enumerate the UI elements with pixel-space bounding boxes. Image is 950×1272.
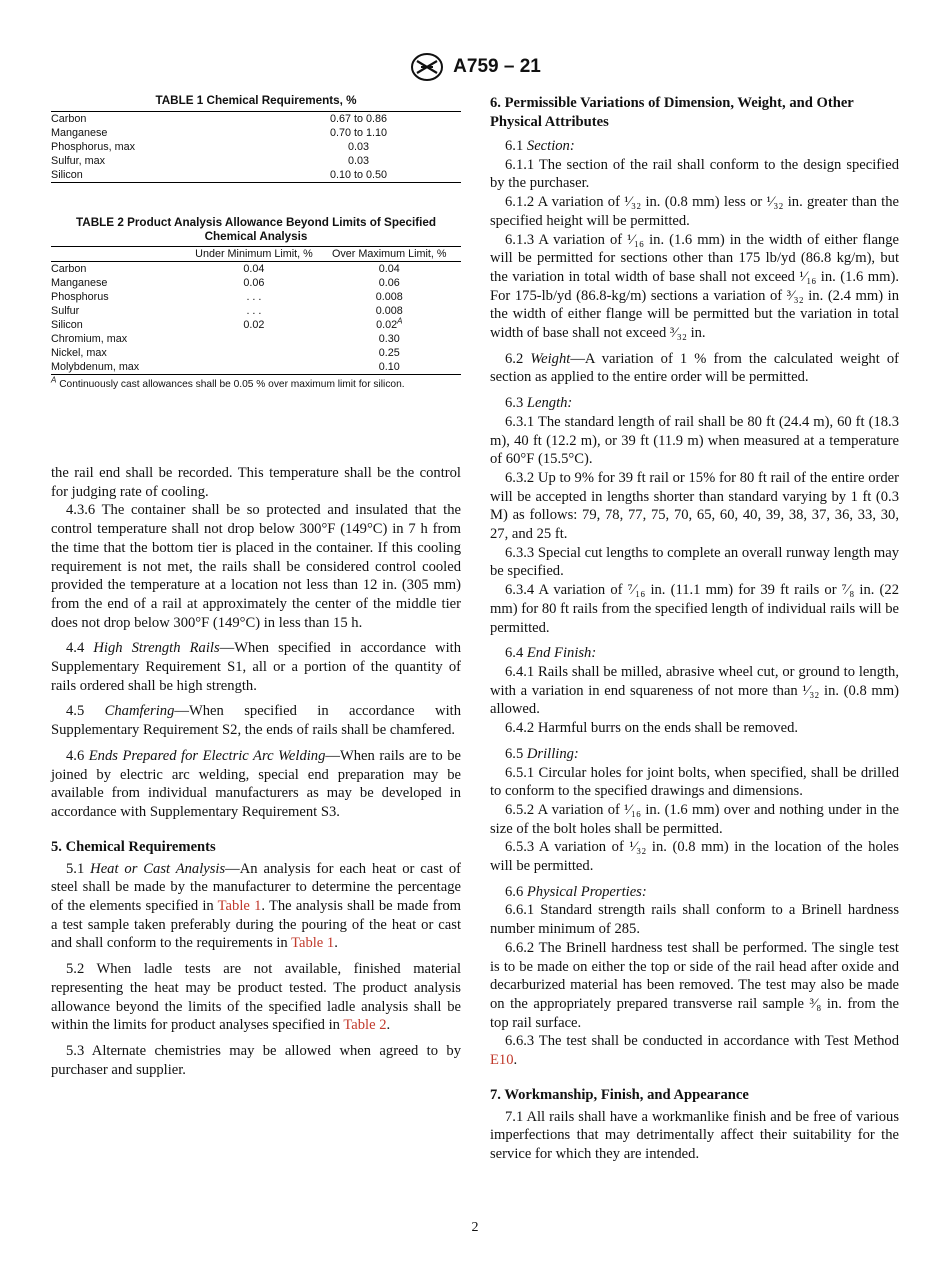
paragraph-6-6: 6.6 Physical Properties: bbox=[505, 883, 647, 900]
paragraph-6-1-1: 6.1.1 The section of the rail shall conform to the design specified by the purchaser. bbox=[490, 156, 899, 192]
table-row: Silicon 0.02 $0.02^A$ bbox=[51, 316, 403, 331]
table-row: Sulfur . . . 0.008 bbox=[51, 305, 403, 317]
astm-logo-icon bbox=[409, 52, 445, 82]
paragraph-6-5: 6.5 Drilling: bbox=[505, 745, 579, 762]
left-body-text bbox=[51, 464, 461, 1079]
paragraph-5-3: 5.3 Alternate chemistries may be allowed when agreed to by purchaser and supplier. bbox=[51, 1042, 461, 1078]
paragraph: the rail end shall be recorded. This temperature shall be the control for judging rate of cooling. bbox=[51, 465, 461, 500]
paragraph-6-6-2: 6.6.2 The Brinell hardness test shall be performed. The single test is to be made on either the top or side of the rail head after oxide and decarburized material has been removed. The test may also be made on the appropriately prepared transverse rail sample ³⁄₈ in. from the top rail surface. bbox=[490, 939, 899, 1031]
paragraph-4-3-6: 4.3.6 The container shall be so protected and insulated that the control temperature shall not drop below 300°F (149°C) in 7 h from the time that the bottom tier is placed in the container. If this cooling requirement is not met, the rails shall be considered control cooled provided the temperature at a location not less than 12 in. (305 mm) from the end of a rail at approximately the center of the middle tier does not drop below 300°F (149°C) in less than 15 h. bbox=[51, 502, 461, 631]
left-column bbox=[51, 94, 461, 1079]
paragraph-6-5-1: 6.5.1 Circular holes for joint bolts, when specified, shall be drilled to conform to the specified drawings and dimensions. bbox=[490, 764, 899, 800]
paragraph-6-4-1: 6.4.1 Rails shall be milled, abrasive wheel cut, or ground to length, with a variation in end squareness of not more than ¹⁄₃₂ in. (0.8 mm) allowed. bbox=[490, 663, 899, 718]
table-2 bbox=[51, 216, 461, 391]
table-2-footnote: $^A$ Continuously cast allowances shall be 0.05 % over maximum limit for silicon. bbox=[51, 375, 405, 390]
table-2-title: TABLE 2 Product Analysis Allowance Beyond Limits of Specified Chemical Analysis bbox=[76, 216, 436, 243]
table-row: Carbon 0.04 0.04 bbox=[51, 263, 400, 275]
paragraph-6-4-2: 6.4.2 Harmful burrs on the ends shall be removed. bbox=[505, 720, 799, 737]
table-row: Phosphorus . . . 0.008 bbox=[51, 291, 403, 303]
right-column bbox=[490, 94, 899, 1164]
paragraph-6-3-3: 6.3.3 Special cut lengths to complete an overall runway length may be specified. bbox=[490, 544, 899, 580]
table-1-link[interactable]: Table 1 bbox=[217, 898, 262, 915]
paragraph-6-1-2: 6.1.2 A variation of ¹⁄₃₂ in. (0.8 mm) less or ¹⁄₃₂ in. greater than the specified height will be permitted. bbox=[490, 194, 899, 229]
paragraph-6-3-1: 6.3.1 The standard length of rail shall be 80 ft (24.4 m), 60 ft (18.3 m), 40 ft (12.2 m), or 39 ft (11.9 m) when measured at a temperature of 60°F (15.5°C). bbox=[490, 413, 899, 468]
table-2-grid bbox=[51, 246, 461, 375]
section-6-heading: 6. Permissible Variations of Dimension, Weight, and Other Physical Attributes bbox=[490, 95, 854, 130]
e10-link[interactable]: E10 bbox=[490, 1052, 514, 1069]
paragraph-6-4: 6.4 End Finish: bbox=[505, 645, 597, 662]
paragraph-4-6: 4.6 Ends Prepared for Electric Arc Welding—When rails are to be joined by electric arc welding, special end preparation may be available from individual manufacturers as may be developed in accordance with Supplementary Requirement S3. bbox=[51, 747, 461, 820]
section-5-heading: 5. Chemical Requirements bbox=[51, 838, 216, 855]
paragraph-6-5-3: 6.5.3 A variation of ¹⁄₃₂ in. (0.8 mm) in the location of the holes will be permitted. bbox=[490, 839, 899, 875]
paragraph-5-1: 5.1 Heat or Cast Analysis—An analysis for each heat or cast of steel shall be made by the manufacturer to determine the percentage of the elements specified in Table 1. The analysis shall be made from a test sample taken preferably during the pouring of the heat or cast and shall conform to the requirements in Table 1. bbox=[51, 860, 462, 952]
section-7-heading: 7. Workmanship, Finish, and Appearance bbox=[490, 1086, 749, 1103]
paragraph-6-6-3: 6.6.3 The test shall be conducted in accordance with Test Method E10. bbox=[490, 1033, 899, 1069]
paragraph-4-4: 4.4 High Strength Rails—When specified in accordance with Supplementary Requirement S1, all or a portion of the quantity of rails ordered shall be high strength. bbox=[51, 640, 462, 694]
paragraph-6-3-2: 6.3.2 Up to 9% for 39 ft rail or 15% for 80 ft rail of the entire order will be accepted in lengths shorter than standard varying by 1 ft (0.3 M) as follows: 79, 78, 77, 75, 70, 65, 60, 40, 39, 38, 37, 36, 33, 30, 27, and 25 ft. bbox=[490, 469, 899, 543]
table-row: Silicon 0.10 to 0.50 bbox=[51, 168, 461, 183]
table-row: Sulfur, max 0.03 bbox=[51, 155, 369, 167]
paragraph-6-1: 6.1 Section: bbox=[505, 138, 575, 154]
paragraph-7-1: 7.1 All rails shall have a workmanlike finish and be free of various imperfections that may detrimentally affect their suitability for the service for which they are intended. bbox=[490, 1108, 899, 1163]
table-row: Manganese 0.70 to 1.10 bbox=[51, 127, 388, 139]
paragraph-6-5-2: 6.5.2 A variation of ¹⁄₁₆ in. (1.6 mm) over and nothing under in the size of the bolt holes shall be permitted. bbox=[490, 801, 899, 837]
table-row: Molybdenum, max 0.10 bbox=[51, 360, 461, 375]
table-row: Phosphorus, max 0.03 bbox=[51, 141, 369, 153]
paragraph-6-3-4: 6.3.4 A variation of ⁷⁄₁₆ in. (11.1 mm) for 39 ft rails or ⁷⁄₈ in. (22 mm) for 80 ft rails from the specified length of individual rails will be permitted. bbox=[490, 582, 899, 636]
paragraph-6-3: 6.3 Length: bbox=[505, 395, 573, 412]
paragraph-6-2: 6.2 Weight—A variation of 1 % from the calculated weight of section as applied to the entire order will be permitted. bbox=[490, 350, 899, 386]
paragraph-5-2: 5.2 When ladle tests are not available, finished material representing the heat may be product tested. The product analysis allowance beyond the limits of the specified ladle analysis shall be within the limits for product analyses specified in Table 2. bbox=[51, 961, 461, 1034]
table-2-link[interactable]: Table 2 bbox=[343, 1017, 387, 1034]
paragraph-4-5: 4.5 Chamfering—When specified in accordance with Supplementary Requirement S2, the ends of rails shall be chamfered. bbox=[51, 703, 461, 739]
footnote-mark: A bbox=[397, 316, 403, 326]
table-header-row: Under Minimum Limit, % Over Maximum Limit, % bbox=[51, 247, 461, 262]
page-header bbox=[0, 52, 950, 82]
table-row: Nickel, max 0.25 bbox=[51, 347, 400, 359]
table-row: Carbon 0.67 to 0.86 bbox=[51, 112, 461, 127]
paragraph-6-6-1: 6.6.1 Standard strength rails shall conform to a Brinell hardness number minimum of 285. bbox=[490, 902, 899, 938]
table-1 bbox=[51, 94, 461, 183]
standard-designation: A759 – 21 bbox=[453, 56, 541, 77]
table-1-title: TABLE 1 Chemical Requirements, % bbox=[155, 94, 357, 107]
table-row: Chromium, max 0.30 bbox=[51, 333, 400, 345]
table-1-grid bbox=[51, 111, 461, 183]
table-row: Manganese 0.06 0.06 bbox=[51, 277, 400, 289]
table-1-link[interactable]: Table 1 bbox=[291, 935, 335, 952]
paragraph-6-1-3: 6.1.3 A variation of ¹⁄₁₆ in. (1.6 mm) in the width of either flange will be permitted for sections other than 175 lb/yd (86.8 kg/m), but the variation in total width of base shall not exceed ¹⁄₁₆ in. (1.6 mm). For 175-lb/yd (86.8-kg/m) sections a variation of ³⁄₃₂ in. (2.4 mm) in the width of either flange will be permitted but the variation in total width of base shall not exceed ³⁄₃₂ in. bbox=[490, 231, 899, 342]
page-number: 2 bbox=[471, 1220, 479, 1235]
